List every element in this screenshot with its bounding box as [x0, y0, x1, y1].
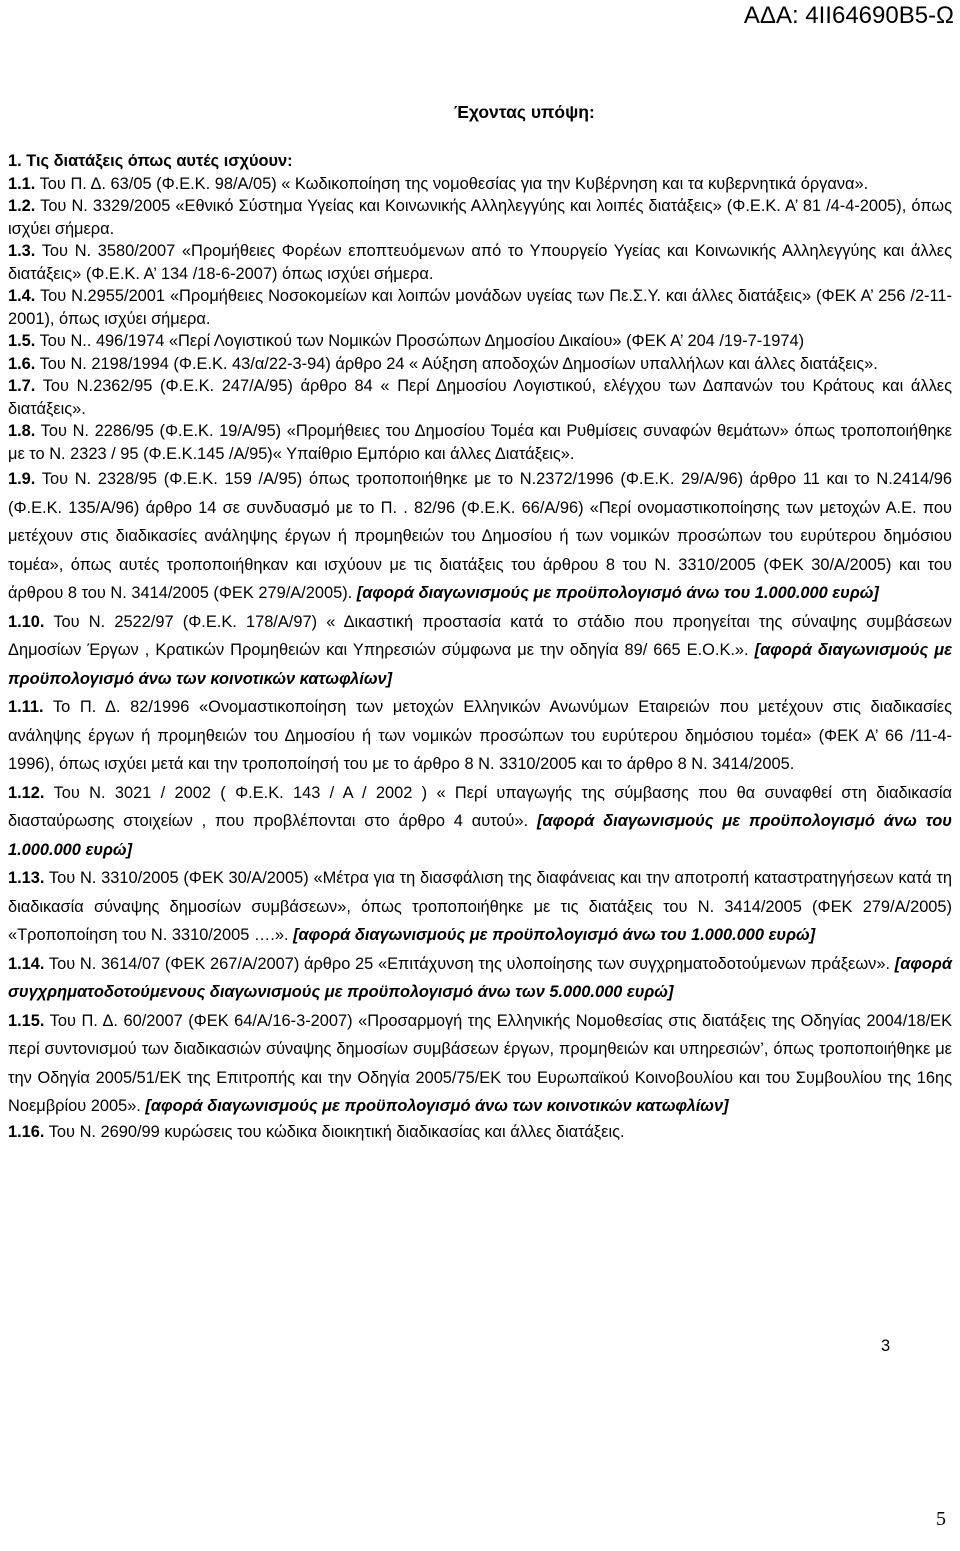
ada-code: ΑΔΑ: 4ΙΙ64690Β5-Ω: [743, 2, 954, 29]
scope-note: [αφορά διαγωνισμούς με προϋπολογισμό άνω του 1.000.000 ευρώ]: [293, 926, 816, 944]
list-item: 1.10. Του Ν. 2522/97 (Φ.Ε.Κ. 178/Α/97) « Δικαστική προστασία κατά το στάδιο που προηγείται της σύναψης συμβάσεων Δημοσίων Έργων , Κρατικών Προμηθειών και Υπηρεσιών σύμφωνα με την οδηγία 89/ 665 Ε.Ο.Κ.». [αφορά διαγωνισμούς με προϋπολογισμό άνω των κοινοτικών κατωφλίων]: [8, 612, 952, 688]
list-item: 1.8. Του Ν. 2286/95 (Φ.Ε.Κ. 19/Α/95) «Προμήθειες του Δημοσίου Τομέα και Ρυθμίσεις συναφών θεμάτων» όπως τροποποιήθηκε με το Ν. 2323 / 95 (Φ.Ε.Κ.145 /Α/95)« Υπαίθριο Εμπόριο και άλλες Διατάξεις».: [8, 422, 952, 463]
list-item: 1.7. Του Ν.2362/95 (Φ.Ε.Κ. 247/Α/95) άρθρο 84 « Περί Δημοσίου Λογιστικού, ελέγχου των Δαπανών του Κράτους και άλλες διατάξεις».: [8, 377, 952, 418]
scope-note: [αφορά διαγωνισμούς με προϋπολογισμό άνω των κοινοτικών κατωφλίων]: [8, 641, 952, 688]
list-item: 1.2. Του Ν. 3329/2005 «Εθνικό Σύστημα Υγείας και Κοινωνικής Αλληλεγγύης και λοιπές διατάξεις» (Φ.Ε.Κ. Α’ 81 /4-4-2005), όπως ισχύει σήμερα.: [8, 197, 952, 238]
list-item: 1.5. Του Ν.. 496/1974 «Περί Λογιστικού των Νομικών Προσώπων Δημοσίου Δικαίου» (ΦΕΚ Α’ 204 /19-7-1974): [8, 332, 805, 350]
list-item: 1.4. Του Ν.2955/2001 «Προμήθειες Νοσοκομείων και λοιπών μονάδων υγείας των Πε.Σ.Υ. και άλλες διατάξεις» (ΦΕΚ Α’ 256 /2-11-2001), όπως ισχύει σήμερα.: [8, 287, 952, 328]
scope-note: [αφορά συγχρηματοδοτούμενους διαγωνισμούς με προϋπολογισμό άνω των 5.000.000 ευρώ]: [8, 954, 952, 1001]
list-item: 1.6. Του Ν. 2198/1994 (Φ.Ε.Κ. 43/α/22-3-94) άρθρο 24 « Αύξηση αποδοχών Δημοσίων υπαλλήλων και άλλες διατάξεις».: [8, 354, 878, 373]
list-item: 1.16. Του Ν. 2690/99 κυρώσεις του κώδικα διοικητική διαδικασίας και άλλες διατάξεις.: [8, 1122, 625, 1141]
list-item: 1.1. Του Π. Δ. 63/05 (Φ.Ε.Κ. 98/Α/05) « Κωδικοποίηση της νομοθεσίας για την Κυβέρνηση και τα κυβερνητικά όργανα».: [8, 174, 869, 193]
scope-note: [αφορά διαγωνισμούς με προϋπολογισμό άνω του 1.000.000 ευρώ]: [8, 812, 952, 859]
list-item: 1.12. Του Ν. 3021 / 2002 ( Φ.Ε.Κ. 143 / Α / 2002 ) « Περί υπαγωγής της σύμβασης που θα συναφθεί στη διαδικασία διασταύρωσης στοιχείων , που προβλέπονται στο άρθρο 4 αυτού». [αφορά διαγωνισμούς με προϋπολογισμό άνω του 1.000.000 ευρώ]: [8, 783, 952, 859]
list-item: 1.11. Το Π. Δ. 82/1996 «Ονομαστικοποίηση των μετοχών Ελληνικών Ανωνύμων Εταιρειών που μετέχουν στις διαδικασίες ανάληψης έργων ή προμηθειών του Δημοσίου ή των νομικών προσώπων του ευρύτερου δημόσιου τομέα» (ΦΕΚ Α’ 66 /11-4-1996), όπως ισχύει μετά και την τροποποίησή του με το άρθρο 8 Ν. 3310/2005 και το άρθρο 8 Ν. 3414/2005.: [8, 698, 952, 773]
list-item: 1.3. Του Ν. 3580/2007 «Προμήθειες Φορέων εποπτευόμενων από το Υπουργείο Υγείας και Κοινωνικής Αλληλεγγύης και άλλες διατάξεις» (Φ.Ε.Κ. Α’ 134 /18-6-2007) όπως ισχύει σήμερα.: [8, 242, 952, 283]
scope-note: [αφορά διαγωνισμούς με προϋπολογισμό άνω των κοινοτικών κατωφλίων]: [145, 1097, 729, 1115]
list-item: 1.14. Του Ν. 3614/07 (ΦΕΚ 267/Α/2007) άρθρο 25 «Επιτάχυνση της υλοποίησης των συγχρηματοδοτούμενων πράξεων». [αφορά συγχρηματοδοτούμενους διαγωνισμούς με προϋπολογισμό άνω των 5.000.000 ευρώ]: [8, 954, 952, 1001]
list-item: 1.13. Του Ν. 3310/2005 (ΦΕΚ 30/Α/2005) «Μέτρα για τη διασφάλιση της διαφάνειας και την αποτροπή καταστρατηγήσεων κατά τη διαδικασία σύναψης δημοσίων συμβάσεων», όπως τροποποιήθηκε με τις διατάξεις του Ν. 3414/2005 (ΦΕΚ 279/Α/2005) «Τροποποίηση του Ν. 3310/2005 ….». [αφορά διαγωνισμούς με προϋπολογισμό άνω του 1.000.000 ευρώ]: [8, 869, 952, 944]
section-heading: Έχοντας υπόψη:: [454, 102, 595, 122]
intro-line: 1. Τις διατάξεις όπως αυτές ισχύουν:: [8, 152, 293, 170]
inner-page-number: 3: [881, 1337, 891, 1355]
list-item: 1.15. Του Π. Δ. 60/2007 (ΦΕΚ 64/Α/16-3-2007) «Προσαρμογή της Ελληνικής Νομοθεσίας στις διατάξεις της Οδηγίας 2004/18/ΕΚ περί συντονισμού των διαδικασιών σύναψης δημοσίων συμβάσεων έργων, προμηθειών και υπηρεσιών’, όπως τροποποιήθηκε με την Οδηγία 2005/51/ΕΚ της Επιτροπής και την Οδηγία 2005/75/ΕΚ του Ευρωπαϊκού Κοινοβουλίου και του Συμβουλίου της 16ης Νοεμβρίου 2005». [αφορά διαγωνισμούς με προϋπολογισμό άνω των κοινοτικών κατωφλίων]: [8, 1011, 952, 1115]
outer-page-number: 5: [936, 1508, 946, 1530]
list-item: 1.9. Του Ν. 2328/95 (Φ.Ε.Κ. 159 /Α/95) όπως τροποποιήθηκε με το Ν.2372/1996 (Φ.Ε.Κ. 29/Α/96) άρθρο 11 και το Ν.2414/96 (Φ.Ε.Κ. 135/Α/96) άρθρο 14 σε συνδυασμό με το Π. . 82/96 (Φ.Ε.Κ. 66/Α/96) «Περί ονομαστικοποίησης των μετοχών Α.Ε. που μετέχουν στις διαδικασίες ανάληψης έργων ή προμηθειών του Δημοσίου ή των νομικών προσώπων του ευρύτερου δημόσιου τομέα», όπως αυτές τροποποιήθηκαν και ισχύουν με τις διατάξεις του άρθρου 8 του Ν. 3310/2005 (ΦΕΚ 30/Α/2005) και του άρθρου 8 του Ν. 3414/2005 (ΦΕΚ 279/Α/2005). [αφορά διαγωνισμούς με προϋπολογισμό άνω του 1.000.000 ευρώ]: [8, 470, 952, 602]
document-body: [8, 150, 952, 1143]
scope-note: [αφορά διαγωνισμούς με προϋπολογισμό άνω του 1.000.000 ευρώ]: [356, 584, 879, 602]
